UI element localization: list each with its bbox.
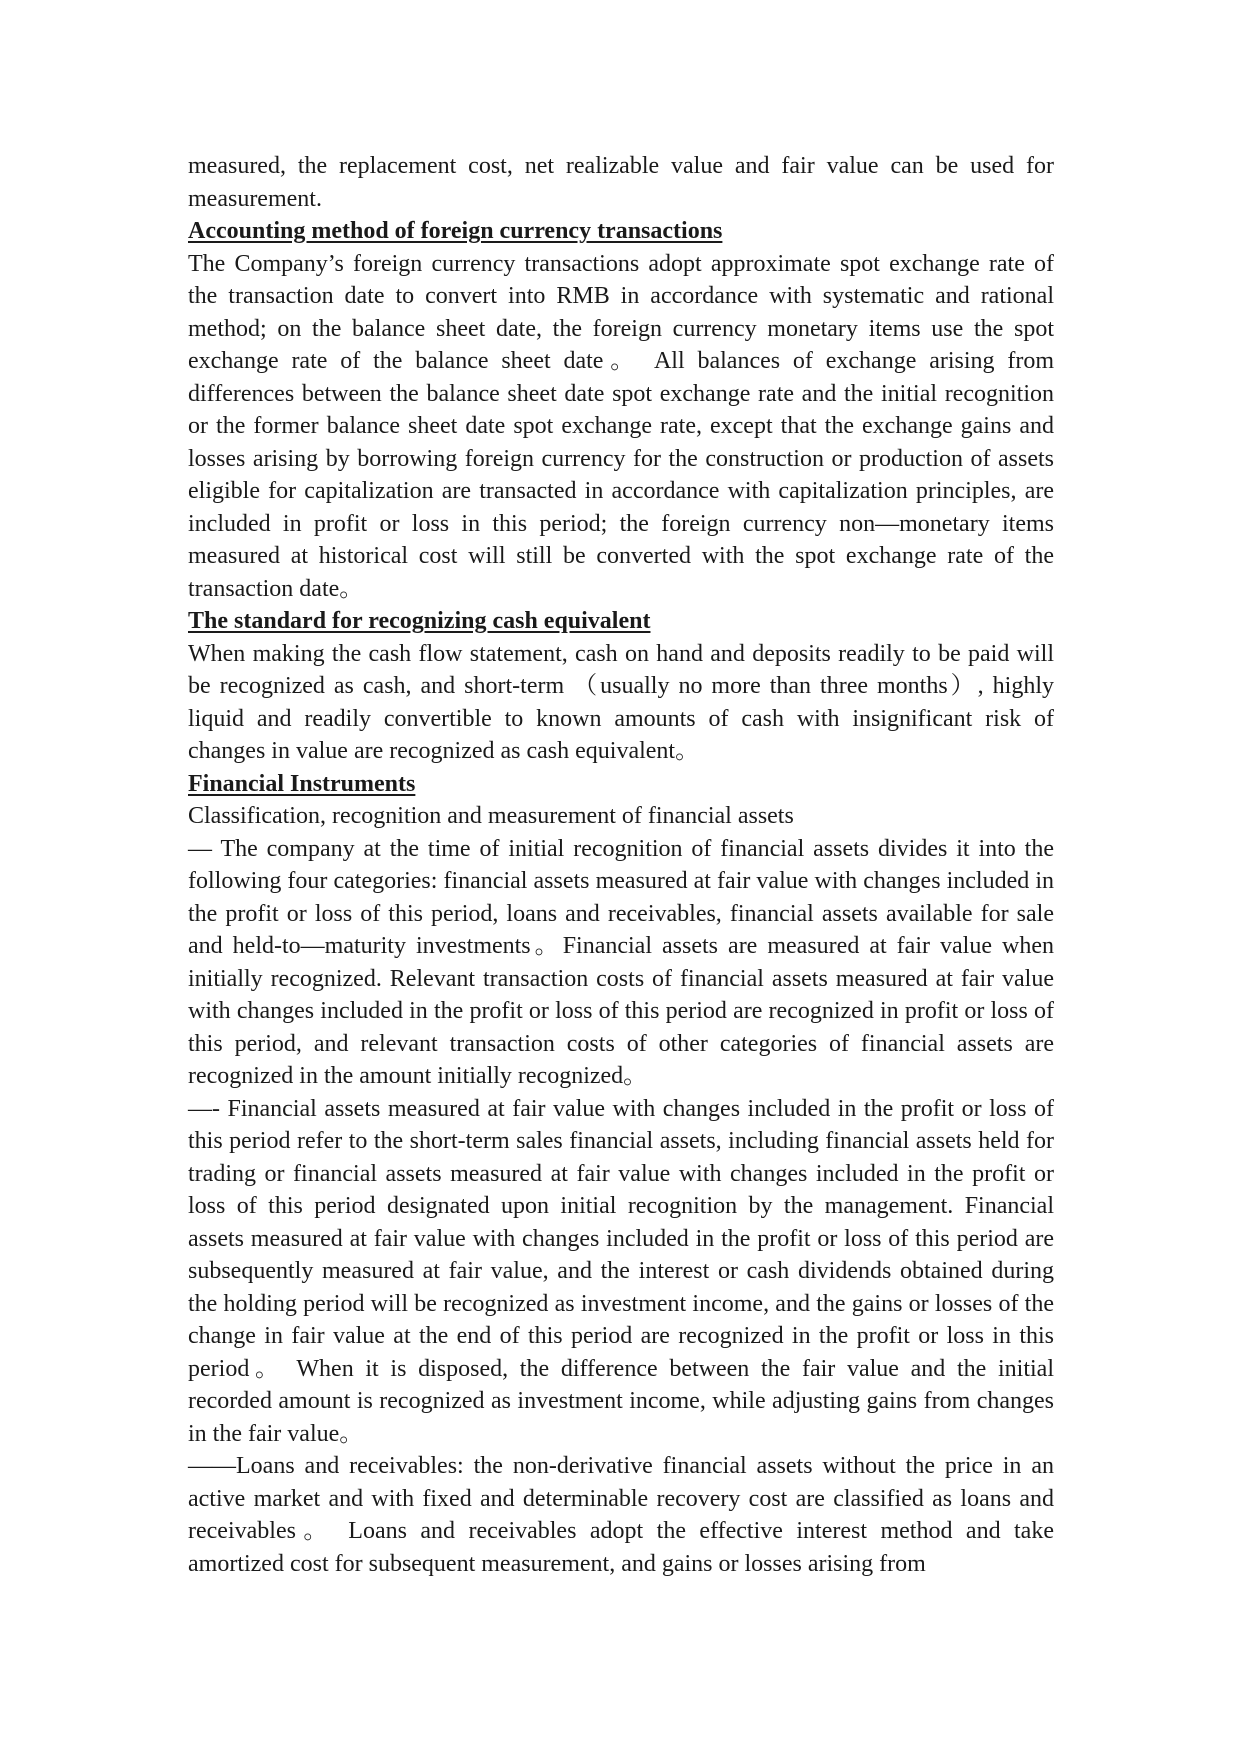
document-page [188,150,1054,1580]
paragraph-loans-receivables: ——Loans and receivables: the non-derivative financial assets without the price in an active market and with fixed and determinable recovery cost are classified as loans and receivables。 Loans and receivables adopt the effective interest method and take amortized cost for subsequent measurement, and gains or losses arising from [188,1453,1054,1577]
paragraph-measurement-continued: measured, the replacement cost, net realizable value and fair value can be used for measurement. [188,153,1054,212]
subheading-financial-assets: Classification, recognition and measurement of financial assets [188,803,794,829]
paragraph-fair-value-assets: —- Financial assets measured at fair value with changes included in the profit or loss of this period refer to the short-term sales financial assets, including financial assets held for trading or financial assets measured at fair value with changes included in the profit or loss of this period designated upon initial recognition by the management. Financial assets measured at fair value with changes included in the profit or loss of this period are subsequently measured at fair value, and the interest or cash dividends obtained during the holding period will be recognized as investment income, and the gains or losses of the change in fair value at the end of this period are recognized in the profit or loss in this period。 When it is disposed, the difference between the fair value and the initial recorded amount is recognized as investment income, while adjusting gains from changes in the fair value。 [188,1095,1054,1447]
heading-cash-equivalent: The standard for recognizing cash equivalent [188,608,651,634]
paragraph-foreign-currency: The Company’s foreign currency transactions adopt approximate spot exchange rate of the transaction date to convert into RMB in accordance with systematic and rational method; on the balance sheet date, the foreign currency monetary items use the spot exchange rate of the balance sheet date。 All balances of exchange arising from differences between the balance sheet date spot exchange rate and the initial recognition or the former balance sheet date spot exchange rate, except that the exchange gains and losses arising by borrowing foreign currency for the construction or production of assets eligible for capitalization are transacted in accordance with capitalization principles, are included in profit or loss in this period; the foreign currency non—monetary items measured at historical cost will still be converted with the spot exchange rate of the transaction date。 [188,250,1054,602]
heading-foreign-currency: Accounting method of foreign currency transactions [188,218,723,244]
paragraph-cash-equivalent: When making the cash flow statement, cash on hand and deposits readily to be paid will be recognized as cash, and short-term （usually no more than three months）, highly liquid and readily convertible to known amounts of cash with insignificant risk of changes in value are recognized as cash equivalent。 [188,640,1054,764]
paragraph-financial-assets-categories: — The company at the time of initial recognition of financial assets divides it into the following four categories: financial assets measured at fair value with changes included in the profit or loss of this period, loans and receivables, financial assets available for sale and held-to—maturity investments。Financial assets are measured at fair value when initially recognized. Relevant transaction costs of financial assets measured at fair value with changes included in the profit or loss of this period are recognized in profit or loss of this period, and relevant transaction costs of other categories of financial assets are recognized in the amount initially recognized。 [188,835,1054,1089]
heading-financial-instruments: Financial Instruments [188,770,416,797]
